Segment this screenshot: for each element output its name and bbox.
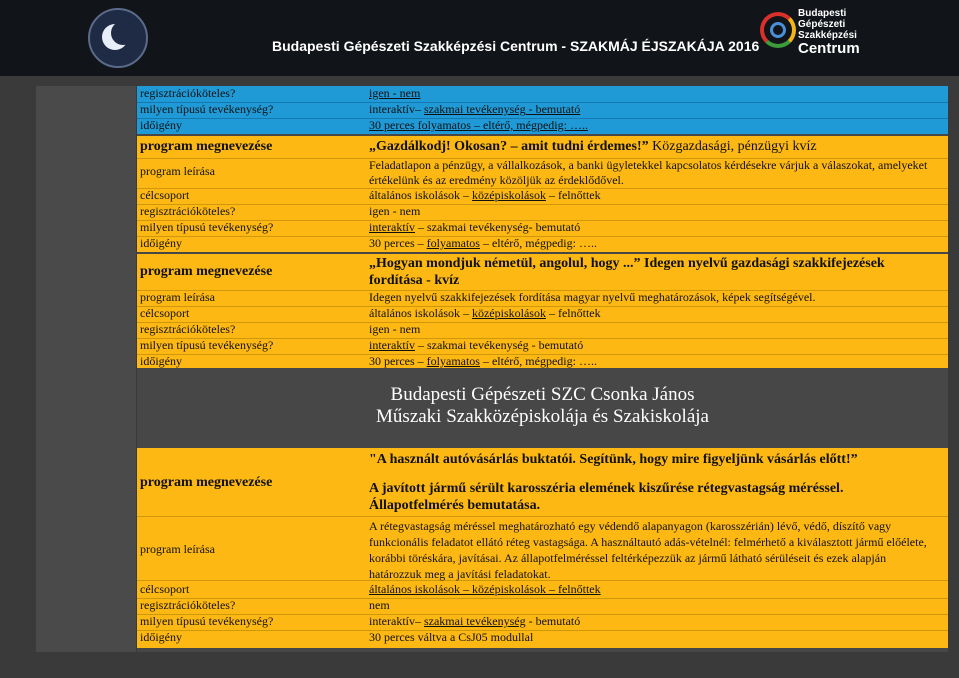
activity-value: interaktív– szakmai tevékenység - bemutató xyxy=(369,102,581,116)
label-registration: regisztrációköteles? xyxy=(140,204,236,218)
time-value: 30 perces – folyamatos – eltérő, mégpedig: ….. xyxy=(369,236,597,250)
label-registration: regisztrációköteles? xyxy=(140,86,236,100)
label-registration: regisztrációköteles? xyxy=(140,598,236,612)
label-time: időigény xyxy=(140,118,182,132)
logo-text-2: Gépészeti xyxy=(798,19,846,30)
label-target-group: célcsoport xyxy=(140,188,190,202)
program-name-line-2: A javított jármű sérült karosszéria elemének kiszűrése rétegvastagság méréssel. Állapotfelmérés bemutatása. xyxy=(369,481,844,513)
label-activity-type: milyen típusú tevékenység? xyxy=(140,220,274,234)
registration-value: igen - nem xyxy=(369,204,421,218)
label-time: időigény xyxy=(140,354,182,368)
registration-value: igen - nem xyxy=(369,322,421,336)
target-group: általános iskolások – középiskolások – felnőttek xyxy=(369,188,601,202)
label-activity-type: milyen típusú tevékenység? xyxy=(140,338,274,352)
left-panel xyxy=(36,86,136,652)
time-value: 30 perces váltva a CsJ05 modullal xyxy=(369,630,534,644)
time-value: 30 perces – folyamatos – eltérő, mégpedig: ….. xyxy=(369,354,597,368)
program-name-line-1: "A használt autóvásárlás buktatói. Segítünk, hogy mire figyeljünk vásárlás előtt!” xyxy=(369,452,858,467)
program-description: Idegen nyelvű szakkifejezések fordítása magyar nyelvű meghatározások, képek segítségével. xyxy=(369,290,816,304)
program-description: A rétegvastagság méréssel meghatározható egy védendő alapanyagon (karosszérián) lévő, védő, díszítő vagy funkcionális feladatot ellátó réteg vastagsága. A használtautó adás-vételnél: felmérhető a kiválasztott jármű előélete, korábbi töréskára, javításai. Az állapotfelméréssel feltérképezzük az jármű látható sérüléseit és ezek alapján határozzuk meg a javítási feladatokat. xyxy=(369,519,927,581)
label-program-name: program megnevezése xyxy=(140,475,273,490)
target-group: általános iskolások – középiskolások – felnőttek xyxy=(369,306,601,320)
centrum-logo xyxy=(760,8,860,64)
label-target-group: célcsoport xyxy=(140,306,190,320)
registration-value: nem xyxy=(369,598,390,612)
activity-value: interaktív– szakmai tevékenység - bemutató xyxy=(369,614,581,628)
program-block-4 xyxy=(137,448,948,648)
program-description: Feladatlapon a pénzügy, a vállalkozások, a banki ügyletekkel kapcsolatos kérdésekre várjuk a válaszokat, amelyeket értékelünk és az eredmény közöljük az érdeklődővel. xyxy=(369,158,928,187)
label-program-desc: program leírása xyxy=(140,164,215,178)
label-target-group: célcsoport xyxy=(140,582,190,596)
program-block-2 xyxy=(137,136,948,252)
program-name: „Gazdálkodj! Okosan? – amit tudni érdemes!” Közgazdasági, pénzügyi kvíz xyxy=(369,139,817,154)
activity-value: interaktív – szakmai tevékenység- bemutató xyxy=(369,220,581,234)
logo-text-3: Szakképzési xyxy=(798,30,857,41)
label-time: időigény xyxy=(140,630,182,644)
header-bar xyxy=(0,0,959,76)
label-activity-type: milyen típusú tevékenység? xyxy=(140,614,274,628)
program-name: „Hogyan mondjuk németül, angolul, hogy ...” Idegen nyelvű gazdasági szakkifejezések fordítása - kvíz xyxy=(369,256,885,288)
logo-ring-icon xyxy=(760,12,796,48)
label-registration: regisztrációköteles? xyxy=(140,322,236,336)
label-activity-type: milyen típusú tevékenység? xyxy=(140,102,274,116)
program-block-3 xyxy=(137,254,948,368)
label-program-desc: program leírása xyxy=(140,542,215,556)
moon-icon xyxy=(102,24,128,50)
activity-value: interaktív – szakmai tevékenység - bemutató xyxy=(369,338,584,352)
time-value: 30 perces folyamatos – eltérő, mégpedig: ….. xyxy=(369,118,588,132)
program-block-1 xyxy=(137,86,948,134)
target-group: általános iskolások – középiskolások – felnőttek xyxy=(369,582,601,596)
program-name xyxy=(369,451,939,514)
label-program-desc: program leírása xyxy=(140,290,215,304)
label-program-name: program megnevezése xyxy=(140,264,273,279)
logo-text-4: Centrum xyxy=(798,40,860,57)
label-program-name: program megnevezése xyxy=(140,139,273,154)
page-title: Budapesti Gépészeti Szakképzési Centrum - SZAKMÁJ ÉJSZAKÁJA 2016 xyxy=(272,38,760,54)
school-title-line-2: Műszaki Szakközépiskolája és Szakiskolája xyxy=(376,406,709,427)
school-title-line-1: Budapesti Gépészeti SZC Csonka János xyxy=(390,384,695,405)
school-title xyxy=(137,384,948,428)
event-logo xyxy=(88,8,148,68)
registration-value: igen - nem xyxy=(369,86,421,100)
label-time: időigény xyxy=(140,236,182,250)
program-table xyxy=(137,86,948,652)
logo-text-1: Budapesti xyxy=(798,8,847,19)
